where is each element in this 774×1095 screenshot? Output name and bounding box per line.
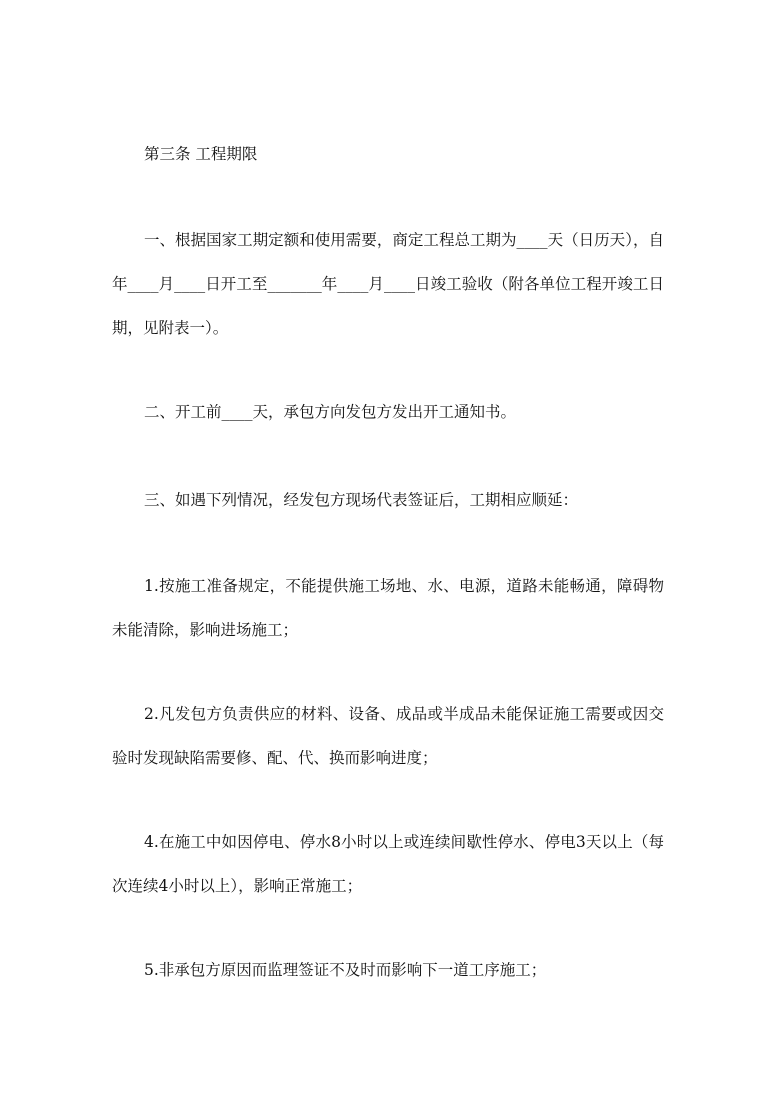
paragraph-construction-period: 一、根据国家工期定额和使用需要，商定工程总工期为____天（日历天），自年____月____日开工至_______年____月____日竣工验收（附各单位工程开竣工日期，见附表一）。 (112, 231, 664, 337)
list-item-supervision-delay: 5.非承包方原因而监理签证不及时而影响下一道工序施工； (144, 961, 547, 979)
list-item-power-water-outage: 4.在施工中如因停电、停水8小时以上或连续间歇性停水、停电3天以上（每次连续4小时以上），影响正常施工； (112, 833, 664, 895)
list-item-material-supply: 2.凡发包方负责供应的材料、设备、成品或半成品未能保证施工需要或因交验时发现缺陷需要修、配、代、换而影响进度； (112, 705, 664, 767)
paragraph-start-notice: 二、开工前____天，承包方向发包方发出开工通知书。 (144, 403, 517, 421)
paragraph-extension-conditions: 三、如遇下列情况，经发包方现场代表签证后，工期相应顺延： (144, 491, 579, 509)
article-heading: 第三条 工程期限 (144, 145, 258, 163)
list-item-site-preparation: 1.按施工准备规定，不能提供施工场地、水、电源，道路未能畅通，障碍物未能清除，影响进场施工； (112, 577, 664, 639)
